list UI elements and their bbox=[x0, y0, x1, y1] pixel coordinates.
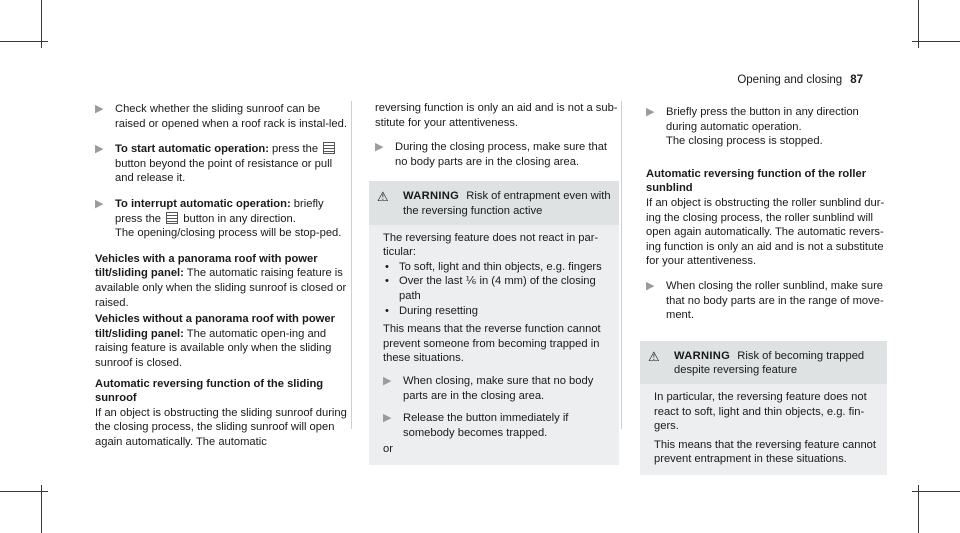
step-text: button beyond the point of resistance or pull and release it. bbox=[115, 157, 333, 185]
list-item-text: Over the last ⅙ in (4 mm) of the closing path bbox=[399, 275, 596, 302]
instruction-step bbox=[95, 102, 350, 131]
column-middle bbox=[351, 101, 619, 456]
instruction-step bbox=[383, 374, 611, 403]
warning-title: WARNING bbox=[674, 349, 731, 362]
step-arrow-icon: ▶ bbox=[95, 103, 104, 115]
crop-mark bbox=[918, 485, 919, 533]
section-heading: Automatic reversing function of the sliding sunroof bbox=[95, 377, 324, 405]
warning-triangle-icon: ⚠ bbox=[377, 189, 389, 205]
or-label: or bbox=[383, 443, 393, 456]
note-label: Vehicles without a panorama roof with power tilt/sliding panel: bbox=[95, 313, 335, 340]
step-arrow-icon: ▶ bbox=[646, 106, 655, 118]
warning-means: This means that the reverse function cannot prevent someone from becoming trapped in these situations. bbox=[383, 323, 601, 365]
warning-box bbox=[640, 341, 887, 475]
page-header bbox=[737, 73, 863, 88]
paragraph: If an object is obstructing the roller sunblind dur-ing the closing process, the roller sunblind will open again automatically. The automatic revers-ing function is only an aid and is not a substitute for your attentiveness. bbox=[646, 196, 885, 268]
warning-subtitle: Risk of entrapment even with the reversing function active bbox=[403, 190, 611, 217]
list-item-text: During resetting bbox=[399, 304, 478, 317]
column-left bbox=[95, 102, 350, 451]
step-arrow-icon: ▶ bbox=[95, 197, 104, 210]
crop-mark bbox=[912, 491, 960, 492]
column-right bbox=[621, 101, 887, 466]
warning-triangle-icon: ⚠ bbox=[648, 348, 660, 364]
warning-header bbox=[640, 341, 887, 384]
step-text: Release the button immediately if somebody becomes trapped. bbox=[403, 412, 569, 439]
instruction-step bbox=[95, 197, 350, 241]
list-item-text: To soft, light and thin objects, e.g. fingers bbox=[399, 260, 602, 273]
page-number: 87 bbox=[850, 74, 863, 86]
step-label: To interrupt automatic operation: bbox=[115, 197, 291, 210]
warning-text: In particular, the reversing feature does not react to soft, light and thin objects, e.g. fin-gers. bbox=[654, 390, 867, 433]
warning-box bbox=[369, 181, 619, 465]
list-item bbox=[383, 304, 611, 319]
step-label: To start automatic operation: bbox=[115, 143, 269, 156]
step-arrow-icon: ▶ bbox=[95, 143, 104, 156]
note-label: Vehicles with a panorama roof with power tilt/sliding panel: bbox=[95, 252, 318, 280]
section-heading: Automatic reversing function of the roller sunblind bbox=[646, 167, 867, 195]
warning-title: WARNING bbox=[403, 190, 460, 203]
step-arrow-icon: ▶ bbox=[383, 412, 392, 425]
instruction-step bbox=[646, 105, 887, 149]
instruction-step bbox=[375, 140, 619, 169]
bullet-icon: • bbox=[385, 304, 389, 317]
warning-body bbox=[369, 225, 619, 465]
roof-button-icon bbox=[166, 212, 178, 224]
warning-header bbox=[369, 181, 619, 224]
paragraph: If an object is obstructing the sliding sunroof during the closing process, the sliding sunroof will open again automatically. The automatic bbox=[95, 406, 347, 448]
step-text: When closing the roller sunblind, make sure that no body parts are in the range of move-ment. bbox=[666, 279, 884, 322]
step-result: The closing process is stopped. bbox=[666, 135, 823, 148]
list-item bbox=[383, 260, 611, 275]
vehicle-note bbox=[95, 312, 350, 370]
section-title: Opening and closing bbox=[737, 74, 843, 86]
instruction-step bbox=[383, 411, 611, 440]
step-text: briefly press the bbox=[115, 197, 324, 225]
step-text: During the closing process, make sure that no body parts are in the closing area. bbox=[395, 141, 608, 168]
list-item bbox=[383, 274, 611, 303]
warning-subtitle: Risk of becoming trapped despite reversing feature bbox=[674, 349, 865, 377]
step-text: Briefly press the button in any direction during automatic operation. bbox=[666, 106, 859, 133]
crop-mark bbox=[0, 491, 48, 492]
step-result: The opening/closing process will be stop-ped. bbox=[115, 227, 342, 240]
note-text: The automatic raising feature is available only when the sliding sunroof is closed or raised. bbox=[95, 267, 347, 309]
note-text: The automatic open-ing and raising feature is available only when the sliding sunroof is closed. bbox=[95, 327, 332, 369]
warning-intro: The reversing feature does not react in par-ticular: bbox=[383, 231, 599, 259]
bullet-icon: • bbox=[385, 260, 389, 273]
step-text: When closing, make sure that no body parts are in the closing area. bbox=[403, 374, 594, 402]
vehicle-note bbox=[95, 252, 350, 310]
step-arrow-icon: ▶ bbox=[383, 374, 392, 387]
warning-text: This means that the reversing feature cannot prevent entrapment in these situations. bbox=[654, 438, 877, 466]
step-text: Check whether the sliding sunroof can be raised or opened when a roof rack is instal-led. bbox=[115, 103, 347, 130]
step-text: button in any direction. bbox=[180, 212, 296, 225]
crop-mark bbox=[0, 41, 48, 42]
step-arrow-icon: ▶ bbox=[375, 141, 384, 154]
crop-mark bbox=[41, 485, 42, 533]
crop-mark bbox=[912, 41, 960, 42]
instruction-step bbox=[95, 142, 350, 186]
paragraph: reversing function is only an aid and is not a sub-stitute for your attentiveness. bbox=[375, 102, 618, 129]
step-text: press the bbox=[268, 143, 322, 156]
roof-button-icon bbox=[323, 142, 335, 154]
step-arrow-icon: ▶ bbox=[646, 279, 655, 292]
bullet-icon: • bbox=[385, 275, 389, 288]
warning-body bbox=[640, 384, 887, 475]
instruction-step bbox=[646, 279, 887, 323]
